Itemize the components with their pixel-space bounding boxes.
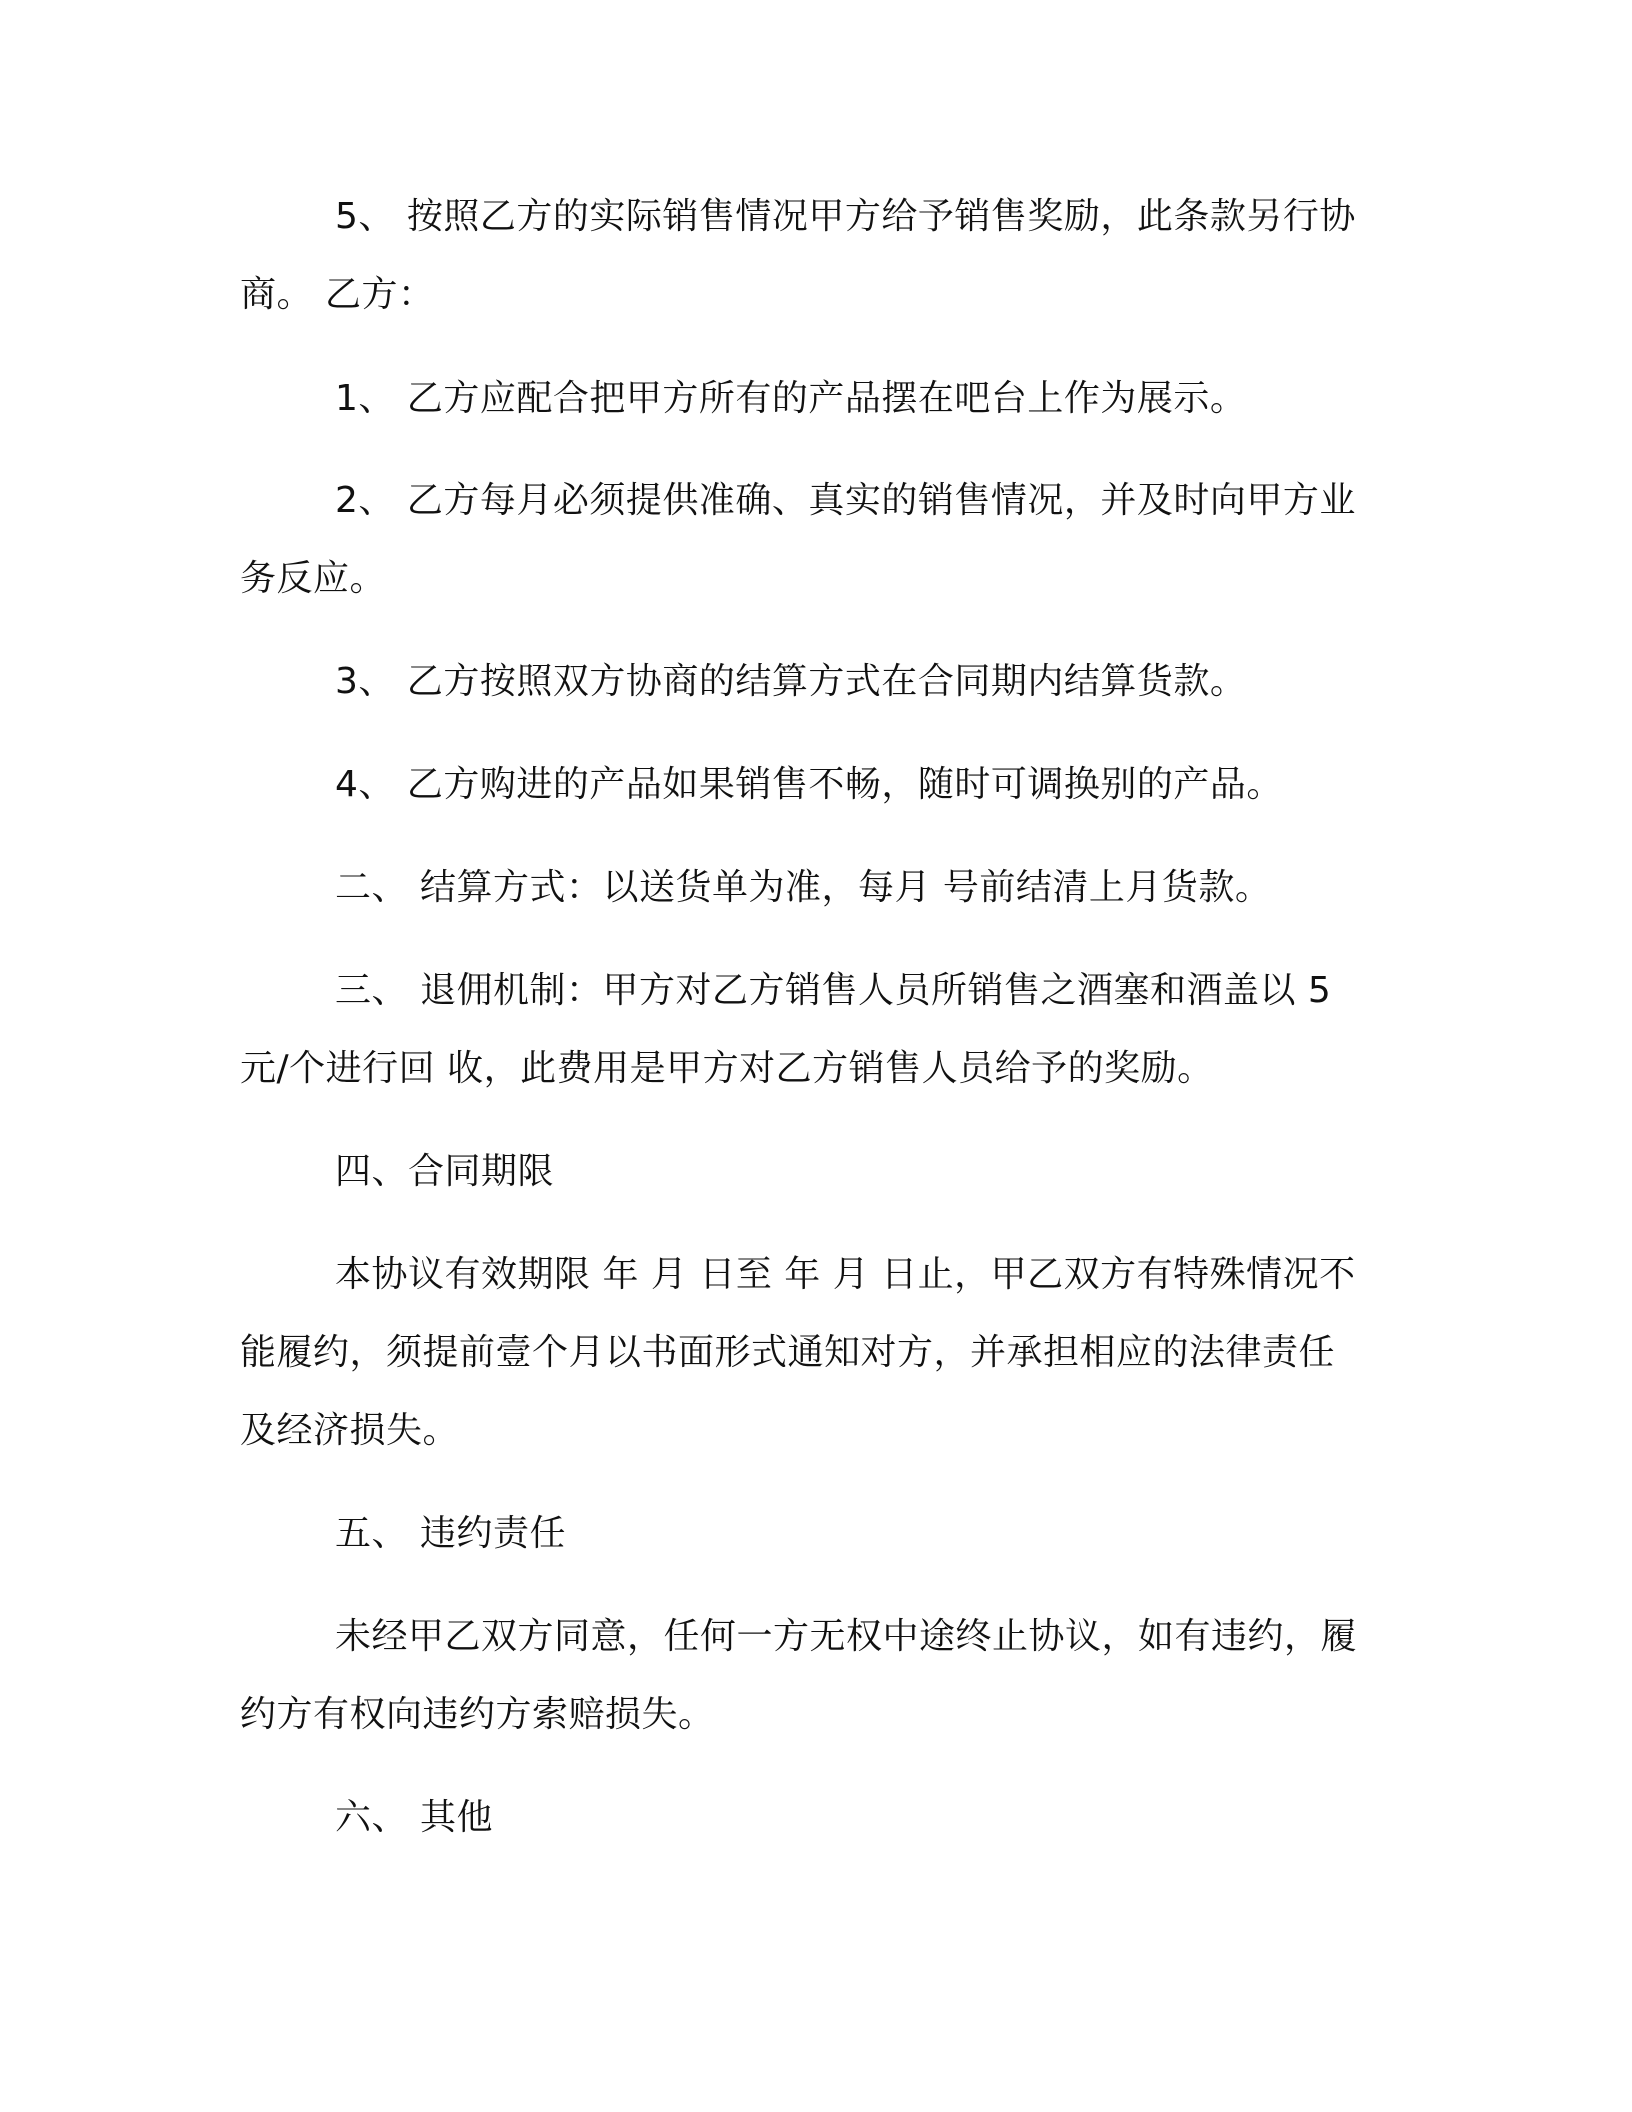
party-b-clause-4: 4、 乙方购进的产品如果销售不畅，随时可调换别的产品。 (335, 764, 1283, 805)
commission-mechanism-line-1: 三、 退佣机制：甲方对乙方销售人员所销售之酒塞和酒盖以 5 (335, 970, 1332, 1011)
section-contract-term-heading: 四、合同期限 (335, 1151, 555, 1192)
section-other-heading: 六、 其他 (335, 1797, 493, 1838)
contract-term-line-1: 本协议有效期限 年 月 日至 年 月 日止，甲乙双方有特殊情况不 (335, 1254, 1356, 1295)
party-b-clause-3: 3、 乙方按照双方协商的结算方式在合同期内结算货款。 (335, 661, 1247, 702)
party-b-clause-1: 1、 乙方应配合把甲方所有的产品摆在吧台上作为展示。 (335, 378, 1247, 419)
contract-term-line-3: 及经济损失。 (240, 1410, 460, 1451)
breach-line-2: 约方有权向违约方索赔损失。 (240, 1694, 715, 1735)
commission-mechanism-line-2: 元/个进行回 收，此费用是甲方对乙方销售人员给予的奖励。 (240, 1048, 1214, 1089)
section-breach-heading: 五、 违约责任 (335, 1513, 566, 1554)
breach-line-1: 未经甲乙双方同意，任何一方无权中途终止协议，如有违约，履 (335, 1616, 1358, 1657)
party-b-clause-2-line-1: 2、 乙方每月必须提供准确、真实的销售情况，并及时向甲方业 (335, 480, 1356, 521)
clause-5-line-1: 5、 按照乙方的实际销售情况甲方给予销售奖励，此条款另行协 (335, 196, 1356, 237)
contract-term-line-2: 能履约，须提前壹个月以书面形式通知对方，并承担相应的法律责任 (240, 1332, 1336, 1373)
clause-5-line-2: 商。 乙方： (240, 274, 435, 315)
settlement-method: 二、 结算方式：以送货单为准，每月 号前结清上月货款。 (335, 867, 1272, 908)
party-b-clause-2-line-2: 务反应。 (240, 558, 387, 599)
